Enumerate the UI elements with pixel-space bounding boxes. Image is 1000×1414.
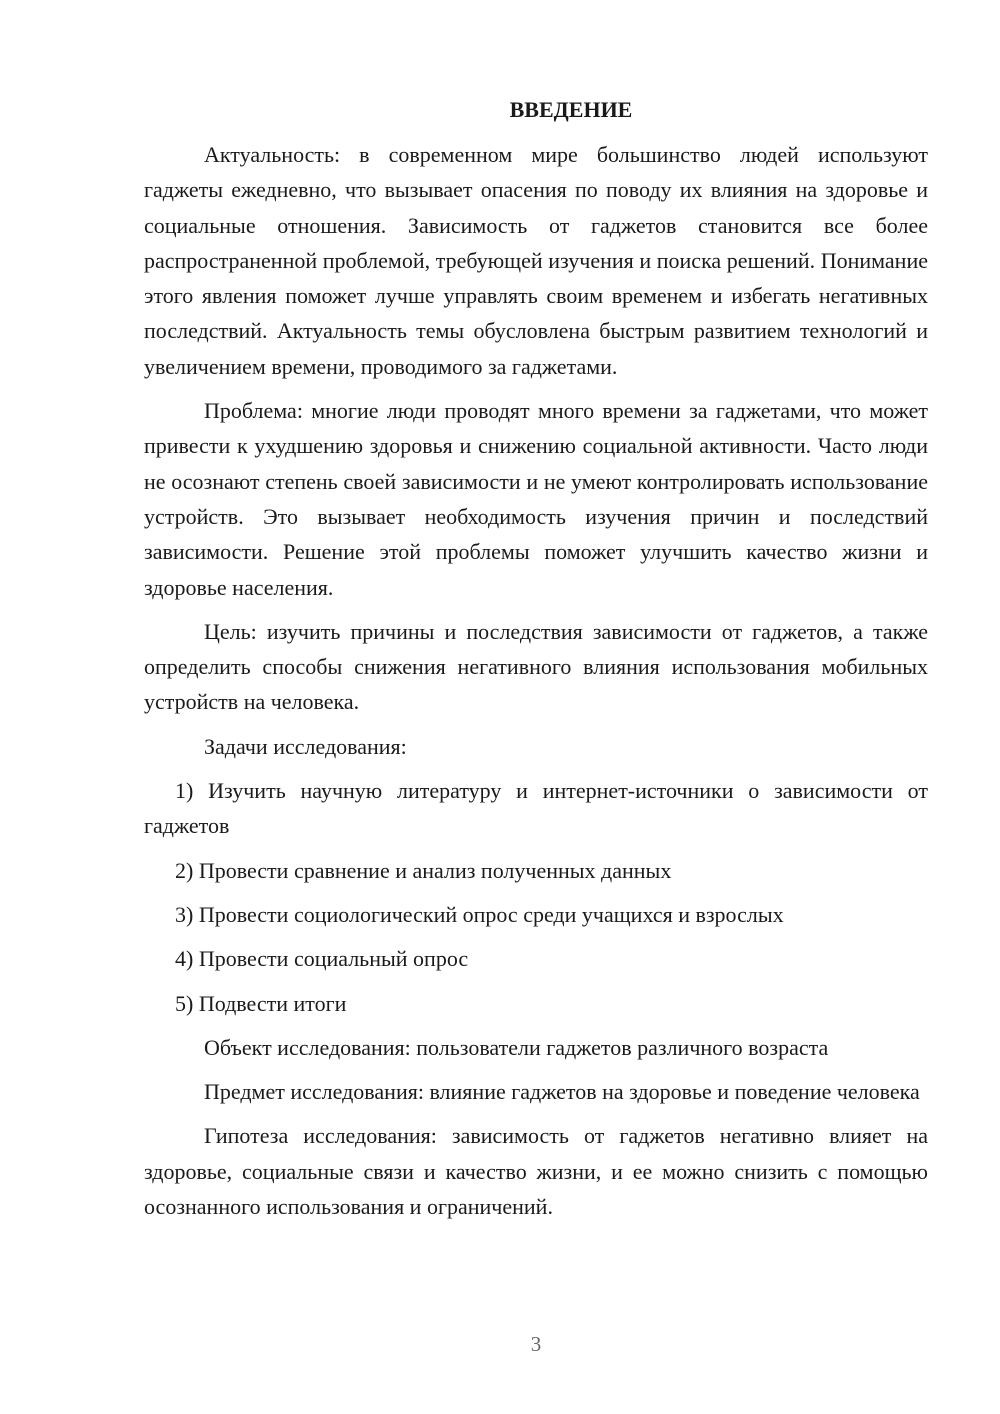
task-item: 5) Подвести итоги — [175, 990, 347, 1016]
page-content — [144, 94, 928, 1233]
task-item: 3) Провести социологический опрос среди учащихся и взрослых — [175, 901, 784, 927]
paragraph-problem: Проблема: многие люди проводят много времени за гаджетами, что может привести к ухудшению здоровья и снижению социальной активности. Часто люди не осознают степень своей зависимости и не умеют контролировать использование устройств. Это вызывает необходимость изучения причин и последствий зависимости. Решение этой проблемы поможет улучшить качество жизни и здоровье населения. — [144, 398, 928, 600]
task-item: 2) Провести сравнение и анализ полученных данных — [175, 857, 672, 883]
section-title: ВВЕДЕНИЕ — [509, 97, 633, 122]
page-number: 3 — [530, 1332, 542, 1356]
research-subject: Предмет исследования: влияние гаджетов на здоровье и поведение человека — [204, 1079, 920, 1105]
paragraph-goal: Цель: изучить причины и последствия зависимости от гаджетов, а также определить способы снижения негативного влияния использования мобильных устройств на человека. — [144, 618, 928, 715]
task-item: 4) Провести социальный опрос — [175, 946, 469, 972]
tasks-heading: Задачи исследования: — [204, 733, 407, 759]
research-hypothesis: Гипотеза исследования: зависимость от гаджетов негативно влияет на здоровье, социальные связи и качество жизни, и ее можно снизить с помощью осознанного использования и ограничений. — [144, 1123, 928, 1220]
task-item: 1) Изучить научную литературу и интернет-источники о зависимости от гаджетов — [144, 778, 928, 839]
research-object: Объект исследования: пользователи гаджетов различного возраста — [204, 1034, 829, 1060]
paragraph-relevance: Актуальность: в современном мире большинство людей используют гаджеты ежедневно, что вызывает опасения по поводу их влияния на здоровье и социальные отношения. Зависимость от гаджетов становится все более распространенной проблемой, требующей изучения и поиска решений. Понимание этого явления поможет лучше управлять своим временем и избегать негативных последствий. Актуальность темы обусловлена быстрым развитием технологий и увеличением времени, проводимого за гаджетами. — [144, 142, 928, 379]
